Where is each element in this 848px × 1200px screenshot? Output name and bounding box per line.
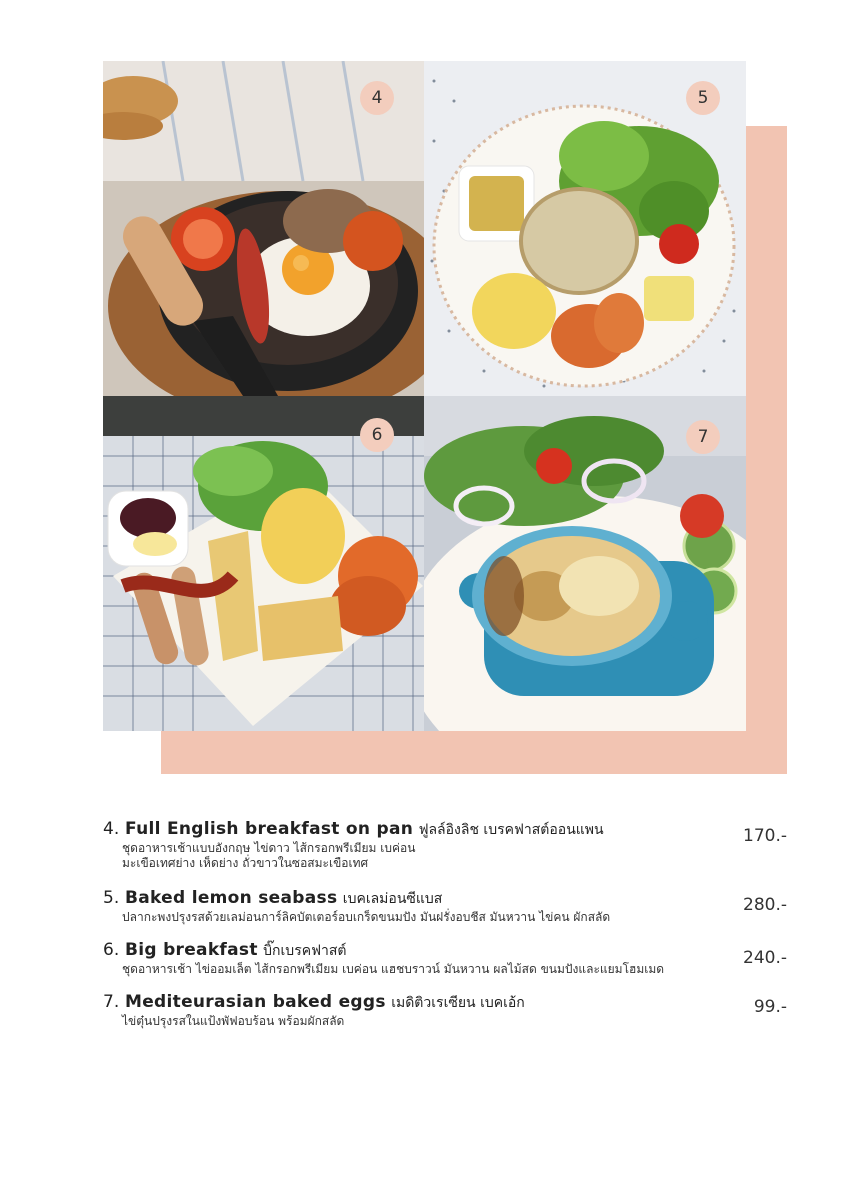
menu-item-price: 170.- <box>743 826 787 846</box>
menu-item <box>103 818 793 871</box>
item-number-badge: 7 <box>686 420 720 454</box>
menu-item-price: 280.- <box>743 895 787 915</box>
menu-item-name-en: Big breakfast <box>125 940 258 960</box>
item-number-badge: 5 <box>686 81 720 115</box>
food-photo-grid <box>103 61 746 731</box>
menu-item-description: ปลากะพงปรุงรสด้วยเลม่อนการ์ลิคบัตเตอร์อบเกร็ดขนมปัง มันฝรั่งอบชีส มันหวาน ไข่คน ผักสลัด <box>122 910 611 924</box>
menu-item-number: 4. <box>103 819 120 839</box>
menu-item-title <box>103 939 793 962</box>
menu-item-name-en: Full English breakfast on pan <box>125 819 414 839</box>
menu-item-name-th: บิ๊กเบรคฟาสต์ <box>263 943 347 959</box>
photo-mediteurasian-baked-eggs <box>424 396 746 731</box>
menu-item-name-en: Baked lemon seabass <box>125 888 338 908</box>
menu-item-number: 5. <box>103 888 120 908</box>
menu-item-price: 99.- <box>753 997 787 1017</box>
menu-item-title <box>103 818 793 841</box>
menu-item <box>103 991 793 1029</box>
menu-item <box>103 939 793 977</box>
menu-item-title <box>103 887 793 910</box>
menu-item-name-th: เมดิติวเรเซียน เบคเอ้ก <box>391 995 525 1011</box>
menu-item-name-en: Mediteurasian baked eggs <box>125 992 386 1012</box>
menu-item-number: 6. <box>103 940 120 960</box>
photo-baked-lemon-seabass <box>424 61 746 396</box>
menu-item-name-th: เบคเลม่อนซีแบส <box>342 891 443 907</box>
menu-item-name-th: ฟูลล์อิงลิช เบรคฟาสต์ออนแพน <box>418 822 604 838</box>
menu-item-title <box>103 991 793 1014</box>
item-number-badge: 6 <box>360 418 394 452</box>
photo-full-english-breakfast <box>103 61 424 396</box>
menu-item-description: ชุดอาหารเช้า ไข่ออมเล็ต ไส้กรอกพรีเมียม เบค่อน แฮชบราวน์ มันหวาน ผลไม้สด ขนมปังและแยมโฮมเมด <box>122 962 665 976</box>
menu-item-number: 7. <box>103 992 120 1012</box>
menu-list <box>103 818 793 1041</box>
menu-item <box>103 887 793 925</box>
menu-item-price: 240.- <box>743 948 787 968</box>
item-number-badge: 4 <box>360 81 394 115</box>
menu-item-description: ไข่ตุ๋นปรุงรสในแป้งพัฟอบร้อน พร้อมผักสลัด <box>122 1014 345 1028</box>
menu-item-description: ชุดอาหารเช้าแบบอังกฤษ ไข่ดาว ไส้กรอกพรีเมียม เบค่อน มะเขือเทศย่าง เห็ดย่าง ถั่วขาวในซอสมะเขือเทศ <box>122 841 416 870</box>
photo-big-breakfast <box>103 396 424 731</box>
